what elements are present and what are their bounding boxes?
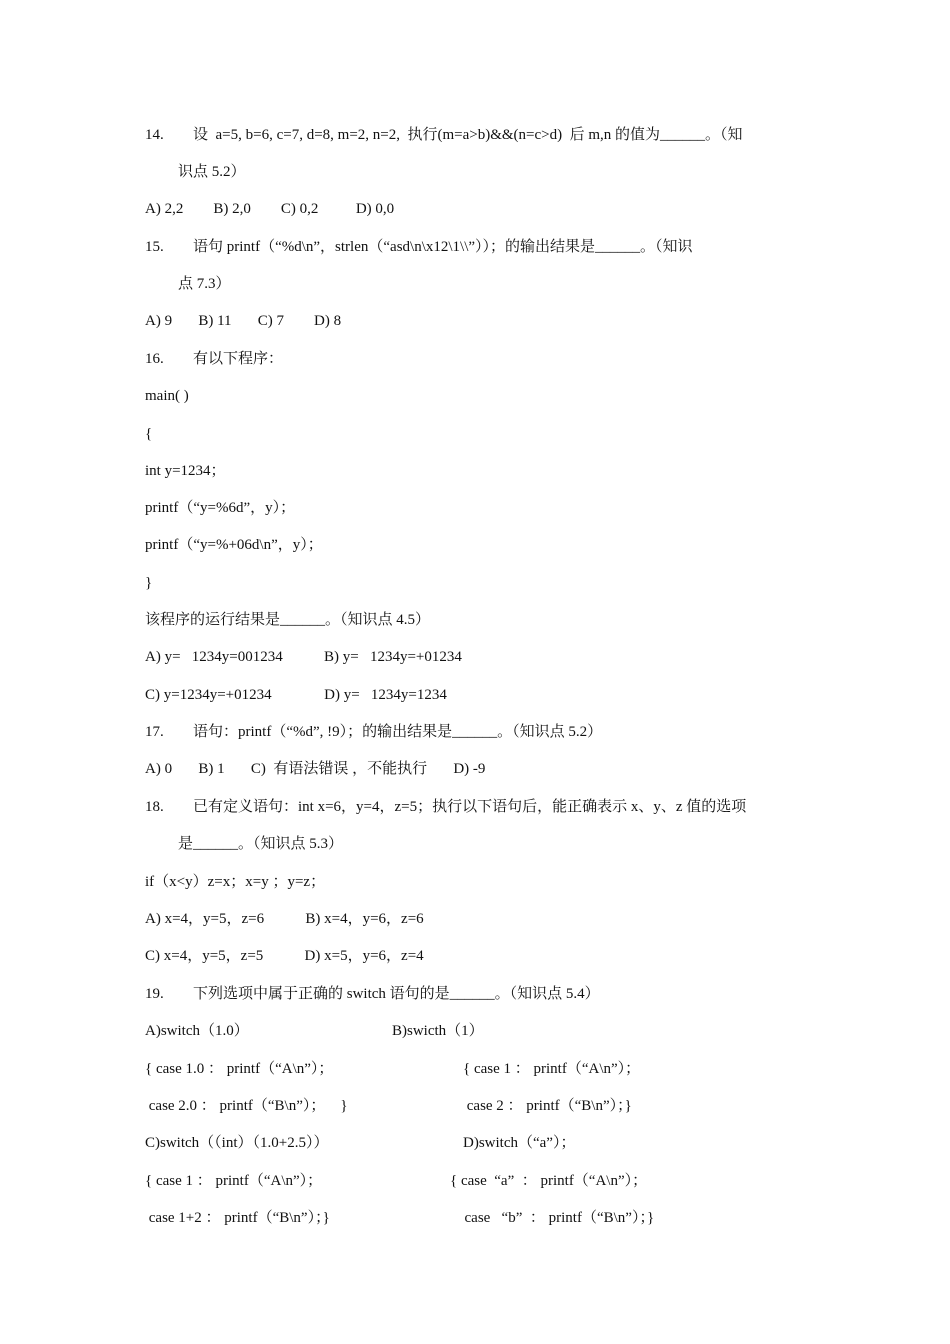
q16-code-line: main( ) [145, 388, 189, 404]
q16-code-line: { [145, 426, 153, 442]
q17-number: 17. [145, 724, 164, 740]
q15-number: 15. [145, 239, 164, 255]
q19-option-b-line2: case 2 ： printf（“B\n”）；} [463, 1098, 632, 1114]
q16-options-cd: C) y=1234y=+01234 D) y= 1234y=1234 [145, 687, 447, 703]
q19-option-a-head: A)switch（1.0） [145, 1023, 249, 1039]
q19-option-b-head: B)swicth（1） [392, 1023, 484, 1039]
q15-line1 [145, 238, 693, 256]
q19-option-d-line1: { case “a” ： printf（“A\n”）； [450, 1173, 648, 1189]
q19-option-d-line2: case “b” ： printf（“B\n”）；} [457, 1210, 655, 1226]
q14-line1 [145, 126, 743, 144]
q16-number: 16. [145, 351, 164, 367]
q16-code-line: int y=1234； [145, 463, 226, 479]
q17-options: A) 0 B) 1 C) 有语法错误 ，不能执行 D) -9 [145, 761, 486, 777]
q15-options: A) 9 B) 11 C) 7 D) 8 [145, 313, 342, 329]
q14-line2: 识点 5.2） [178, 164, 246, 180]
q16-code-line: } [145, 575, 153, 591]
q19-option-a-line2: case 2.0 ： printf（“B\n”）； } [145, 1098, 348, 1114]
q15-line2: 点 7.3） [178, 276, 231, 292]
q19-option-c-line1: { case 1 ： printf（“A\n”）； [145, 1173, 323, 1189]
q17-line1 [145, 723, 602, 741]
q15-text: 语句 printf（“%d\n”，strlen（“asd\n\x12\1\\”））；的输出结果是______。（知识 [193, 239, 693, 255]
q18-options-cd: C) x=4，y=5，z=5 D) x=5，y=6，z=4 [145, 948, 424, 964]
q19-option-c-head: C)switch（（int）（1.0+2.5）） [145, 1135, 329, 1151]
q19-number: 19. [145, 986, 164, 1002]
q16-code-line: printf（“y=%6d”，y）； [145, 500, 296, 516]
q16-options-ab: A) y= 1234y=001234 B) y= 1234y=+01234 [145, 649, 462, 665]
q16-code-line: printf（“y=%+06d\n”，y）； [145, 537, 323, 553]
q14-options: A) 2,2 B) 2,0 C) 0,2 D) 0,0 [145, 201, 395, 217]
q19-text: 下列选项中属于正确的 switch 语句的是______。（知识点 5.4） [193, 986, 600, 1002]
q18-text: 已有定义语句：int x=6，y=4，z=5；执行以下语句后，能正确表示 x、y、z 值的选项 [193, 799, 747, 815]
q16-question: 该程序的运行结果是______。（知识点 4.5） [145, 612, 431, 628]
q19-line1 [145, 985, 600, 1003]
q18-number: 18. [145, 799, 164, 815]
q16-text: 有以下程序： [193, 351, 284, 367]
q18-line1 [145, 798, 746, 816]
q14-text: 设 a=5, b=6, c=7, d=8, m=2, n=2, 执行(m=a>b)&&(n=c>d) 后 m,n 的值为______。（知 [193, 127, 743, 143]
q18-options-ab: A) x=4，y=5，z=6 B) x=4，y=6，z=6 [145, 911, 424, 927]
q18-line2: 是______。（知识点 5.3） [178, 836, 344, 852]
q19-option-b-line1: { case 1 ： printf（“A\n”）； [463, 1061, 641, 1077]
q19-option-c-line2: case 1+2 ： printf（“B\n”）；} [145, 1210, 330, 1226]
q18-code: if（x<y）z=x；x=y ；y=z； [145, 874, 326, 890]
q14-number: 14. [145, 127, 164, 143]
q16-line1 [145, 350, 283, 368]
q17-text: 语句：printf（“%d”, !9）；的输出结果是______。（知识点 5.2） [193, 724, 603, 740]
q19-option-a-line1: { case 1.0 ： printf（“A\n”）； [145, 1061, 334, 1077]
q19-option-d-head: D)switch（“a”）； [463, 1135, 576, 1151]
